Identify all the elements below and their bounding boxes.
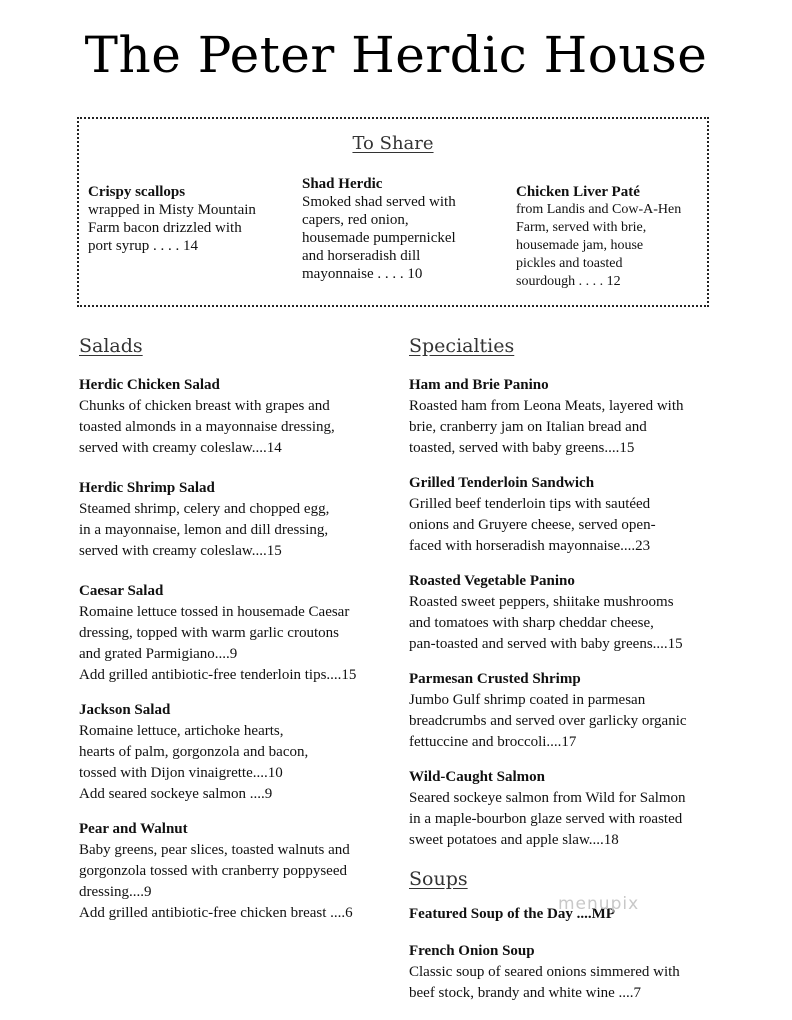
soups-heading: Soups xyxy=(409,868,468,890)
item-desc-line: hearts of palm, gorgonzola and bacon, xyxy=(79,744,309,760)
item-desc-line: Farm bacon drizzled with xyxy=(88,220,242,236)
item-desc-line: housemade pumpernickel xyxy=(302,230,456,246)
menu-item xyxy=(409,375,739,459)
item-desc-line: mayonnaise . . . . 10 xyxy=(302,266,423,282)
item-desc-line: sourdough . . . . 12 xyxy=(516,274,621,289)
menu-item xyxy=(409,571,739,655)
item-name: Caesar Salad xyxy=(79,583,164,599)
item-desc-line: Roasted ham from Leona Meats, layered with xyxy=(409,398,684,414)
item-desc-line: Grilled beef tenderloin tips with sautéed xyxy=(409,496,651,512)
item-desc-line: pan-toasted and served with baby greens....15 xyxy=(409,636,683,652)
item-name: Chicken Liver Paté xyxy=(516,184,640,200)
item-desc-line: Romaine lettuce, artichoke hearts, xyxy=(79,723,284,739)
item-desc-line: Add grilled antibiotic-free tenderloin tips....15 xyxy=(79,667,357,683)
item-name: Wild-Caught Salmon xyxy=(409,769,546,785)
item-desc-line: served with creamy coleslaw....14 xyxy=(79,440,282,456)
salads-heading: Salads xyxy=(79,335,143,357)
menu-item xyxy=(79,819,389,924)
specialties-section xyxy=(409,336,739,1020)
item-name: Roasted Vegetable Panino xyxy=(409,573,575,589)
menu-item xyxy=(79,375,389,459)
item-desc-line: beef stock, brandy and white wine ....7 xyxy=(409,985,642,1001)
share-item-crispy-scallops xyxy=(88,183,288,255)
item-desc-line: toasted almonds in a mayonnaise dressing, xyxy=(79,419,335,435)
item-name: Jackson Salad xyxy=(79,702,171,718)
item-desc-line: Chunks of chicken breast with grapes and xyxy=(79,398,330,414)
item-name: Ham and Brie Panino xyxy=(409,377,549,393)
menu-item xyxy=(409,669,739,753)
item-desc-line: Classic soup of seared onions simmered with xyxy=(409,964,680,980)
item-desc-line: dressing, topped with warm garlic croutons xyxy=(79,625,339,641)
item-desc-line: onions and Gruyere cheese, served open- xyxy=(409,517,656,533)
item-desc-line: faced with horseradish mayonnaise....23 xyxy=(409,538,651,554)
item-desc-line: Baby greens, pear slices, toasted walnuts and xyxy=(79,842,350,858)
item-desc-line: and tomatoes with sharp cheddar cheese, xyxy=(409,615,654,631)
item-desc-line: Steamed shrimp, celery and chopped egg, xyxy=(79,501,330,517)
item-desc-line: breadcrumbs and served over garlicky organic xyxy=(409,713,687,729)
item-name: French Onion Soup xyxy=(409,943,535,959)
to-share-heading: To Share xyxy=(352,133,434,154)
item-name: Grilled Tenderloin Sandwich xyxy=(409,475,595,491)
item-name: Crispy scallops xyxy=(88,184,186,200)
item-name: Herdic Chicken Salad xyxy=(79,377,220,393)
item-desc-line: in a maple-bourbon glaze served with roasted xyxy=(409,811,683,827)
item-desc-line: gorgonzola tossed with cranberry poppyseed xyxy=(79,863,347,879)
item-desc-line: toasted, served with baby greens....15 xyxy=(409,440,635,456)
item-desc-line: Add grilled antibiotic-free chicken breast ....6 xyxy=(79,905,353,921)
menu-item xyxy=(409,941,739,1004)
item-desc-line: tossed with Dijon vinaigrette....10 xyxy=(79,765,283,781)
item-desc-line: in a mayonnaise, lemon and dill dressing, xyxy=(79,522,329,538)
item-name: Herdic Shrimp Salad xyxy=(79,480,215,496)
item-desc-line: port syrup . . . . 14 xyxy=(88,238,198,254)
menu-item xyxy=(79,700,389,805)
item-desc-line: wrapped in Misty Mountain xyxy=(88,202,256,218)
item-desc-line: Jumbo Gulf shrimp coated in parmesan xyxy=(409,692,646,708)
item-desc-line: and horseradish dill xyxy=(302,248,421,264)
featured-soup-line: Featured Soup of the Day ....MP xyxy=(409,906,615,922)
menu-item xyxy=(409,473,739,557)
menu-item xyxy=(79,478,389,562)
item-desc-line: fettuccine and broccoli....17 xyxy=(409,734,577,750)
item-desc-line: sweet potatoes and apple slaw....18 xyxy=(409,832,619,848)
item-desc-line: housemade jam, house xyxy=(516,238,644,253)
item-name: Pear and Walnut xyxy=(79,821,188,837)
restaurant-title: The Peter Herdic House xyxy=(84,26,708,84)
item-desc-line: Seared sockeye salmon from Wild for Salmon xyxy=(409,790,686,806)
share-item-chicken-liver-pate xyxy=(516,183,706,291)
item-name: Parmesan Crusted Shrimp xyxy=(409,671,581,687)
menu-item xyxy=(79,581,389,686)
item-desc-line: Roasted sweet peppers, shiitake mushrooms xyxy=(409,594,674,610)
item-desc-line: brie, cranberry jam on Italian bread and xyxy=(409,419,647,435)
item-desc-line: pickles and toasted xyxy=(516,256,623,271)
item-desc-line: from Landis and Cow-A-Hen xyxy=(516,202,682,217)
item-name: Shad Herdic xyxy=(302,176,383,192)
item-desc-line: Farm, served with brie, xyxy=(516,220,647,235)
salads-section xyxy=(79,336,389,940)
to-share-box xyxy=(77,117,709,307)
item-desc-line: Add seared sockeye salmon ....9 xyxy=(79,786,273,802)
item-desc-line: Romaine lettuce tossed in housemade Caesar xyxy=(79,604,350,620)
menu-item xyxy=(409,767,739,851)
item-desc-line: and grated Parmigiano....9 xyxy=(79,646,238,662)
item-desc-line: capers, red onion, xyxy=(302,212,409,228)
watermark: menupix xyxy=(558,894,640,914)
specialties-heading: Specialties xyxy=(409,335,515,357)
item-desc-line: Smoked shad served with xyxy=(302,194,456,210)
share-item-shad-herdic xyxy=(302,175,502,283)
item-desc-line: dressing....9 xyxy=(79,884,152,900)
item-desc-line: served with creamy coleslaw....15 xyxy=(79,543,282,559)
